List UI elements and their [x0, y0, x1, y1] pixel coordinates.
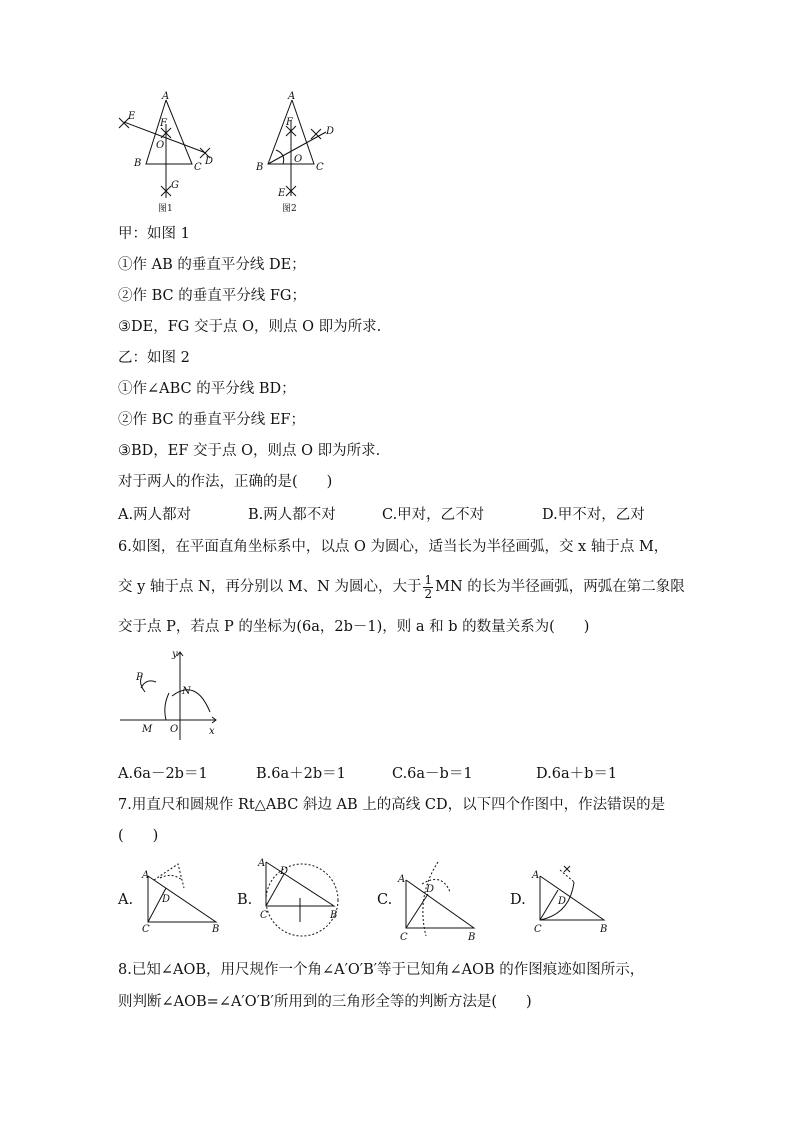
q7-figure-d: [530, 862, 616, 936]
point-label-c: C: [194, 162, 202, 173]
point-label-a: A: [142, 870, 150, 881]
axis-label-x: x: [209, 726, 215, 737]
q6-option-b[interactable]: B.6a＋2b＝1: [256, 766, 346, 782]
figure-2: [256, 92, 346, 214]
q6-line-2-a: 交 y 轴于点 N，再分别以 M、N 为圆心，大于: [118, 579, 422, 595]
q5-option-a[interactable]: A.两人都对: [118, 507, 192, 523]
q6-line-3: 交于点 P，若点 P 的坐标为(6a，2b－1)，则 a 和 b 的数量关系为( ): [118, 619, 590, 635]
q6-line-2-b: MN 的长为半径画弧，两弧在第二象限: [435, 579, 685, 595]
axis-label-y: y: [172, 649, 178, 660]
jia-step-3: ③DE，FG 交于点 O，则点 O 即为所求.: [118, 319, 382, 335]
point-label-d: D: [426, 884, 435, 895]
point-label-o: O: [294, 154, 303, 165]
point-label-e: E: [128, 111, 136, 122]
point-label-b: B: [212, 924, 220, 935]
point-label-a: A: [258, 858, 266, 869]
q7-figure-option-b[interactable]: B.: [237, 892, 253, 908]
jia-step-1: ①作 AB 的垂直平分线 DE；: [118, 257, 306, 273]
point-label-p: P: [136, 672, 143, 683]
point-label-n: N: [182, 686, 191, 697]
point-label-b: B: [134, 158, 142, 169]
point-label-c: C: [316, 162, 324, 173]
figure-1: [112, 92, 222, 214]
point-label-e: E: [278, 188, 286, 199]
jia-title: 甲：如图 1: [118, 226, 190, 242]
q8-line-2: 则判断∠AOB=∠A′O′B′所用到的三角形全等的判断方法是( ): [118, 994, 532, 1010]
q7-figure-option-a[interactable]: A.: [118, 892, 134, 908]
point-label-m: M: [142, 724, 153, 735]
q7-figure-option-d[interactable]: D.: [510, 892, 526, 908]
q6-option-c[interactable]: C.6a－b＝1: [392, 766, 473, 782]
figure-caption: 图1: [158, 204, 173, 214]
point-label-d: D: [280, 866, 289, 877]
q5-option-b[interactable]: B.两人都不对: [248, 507, 336, 523]
point-label-f: F: [286, 117, 293, 128]
fraction-numerator: 1: [424, 572, 433, 587]
q5-option-d[interactable]: D.甲不对，乙对: [542, 507, 645, 523]
yi-step-1: ①作∠ABC 的平分线 BD；: [118, 381, 296, 397]
point-label-b: B: [256, 162, 264, 173]
point-label-c: C: [534, 924, 542, 935]
point-label-a: A: [532, 870, 540, 881]
fraction-denominator: 2: [424, 586, 433, 601]
q6-line-1: 6.如图，在平面直角坐标系中，以点 O 为圆心，适当长为半径画弧，交 x 轴于点 M，: [118, 539, 669, 555]
q5-option-c[interactable]: C.甲对，乙不对: [382, 507, 485, 523]
fraction-one-half: [423, 574, 433, 601]
point-label-g: G: [171, 180, 179, 191]
yi-step-3: ③BD，EF 交于点 O，则点 O 即为所求.: [118, 443, 381, 459]
point-label-o: O: [170, 724, 179, 735]
point-label-d: D: [326, 126, 335, 137]
q7-figure-a: [138, 858, 224, 936]
q7-line-1: 7.用直尺和圆规作 Rt△ABC 斜边 AB 上的高线 CD，以下四个作图中，作法错误的是: [118, 797, 666, 813]
q8-line-1: 8.已知∠AOB，用尺规作一个角∠A′O′B′等于已知角∠AOB 的作图痕迹如图所示，: [118, 962, 645, 978]
q5-question: 对于两人的作法，正确的是( ): [118, 474, 333, 490]
q7-figure-c: [396, 856, 482, 946]
point-label-a: A: [162, 91, 170, 102]
point-label-a: A: [398, 874, 406, 885]
yi-title: 乙：如图 2: [118, 350, 190, 366]
q6-line-2: [118, 572, 685, 602]
point-label-d: D: [162, 894, 171, 905]
coordinate-figure: [116, 648, 226, 748]
jia-step-2: ②作 BC 的垂直平分线 FG；: [118, 288, 306, 304]
point-label-d: D: [558, 896, 567, 907]
point-label-f: F: [160, 118, 167, 129]
q7-figure-option-c[interactable]: C.: [377, 892, 393, 908]
point-label-c: C: [142, 924, 150, 935]
point-label-c: C: [260, 910, 268, 921]
point-label-o: O: [156, 140, 165, 151]
point-label-d: D: [205, 156, 214, 167]
point-label-b: B: [468, 932, 476, 943]
q7-line-2: ( ): [118, 828, 159, 844]
point-label-b: B: [600, 924, 608, 935]
q7-figure-b: [256, 856, 346, 944]
point-label-c: C: [400, 932, 408, 943]
q6-option-d[interactable]: D.6a＋b＝1: [536, 766, 618, 782]
point-label-b: B: [330, 910, 338, 921]
figure-caption: 图2: [282, 204, 297, 214]
yi-step-2: ②作 BC 的垂直平分线 EF；: [118, 412, 305, 428]
point-label-a: A: [288, 91, 296, 102]
q6-option-a[interactable]: A.6a－2b＝1: [118, 766, 208, 782]
